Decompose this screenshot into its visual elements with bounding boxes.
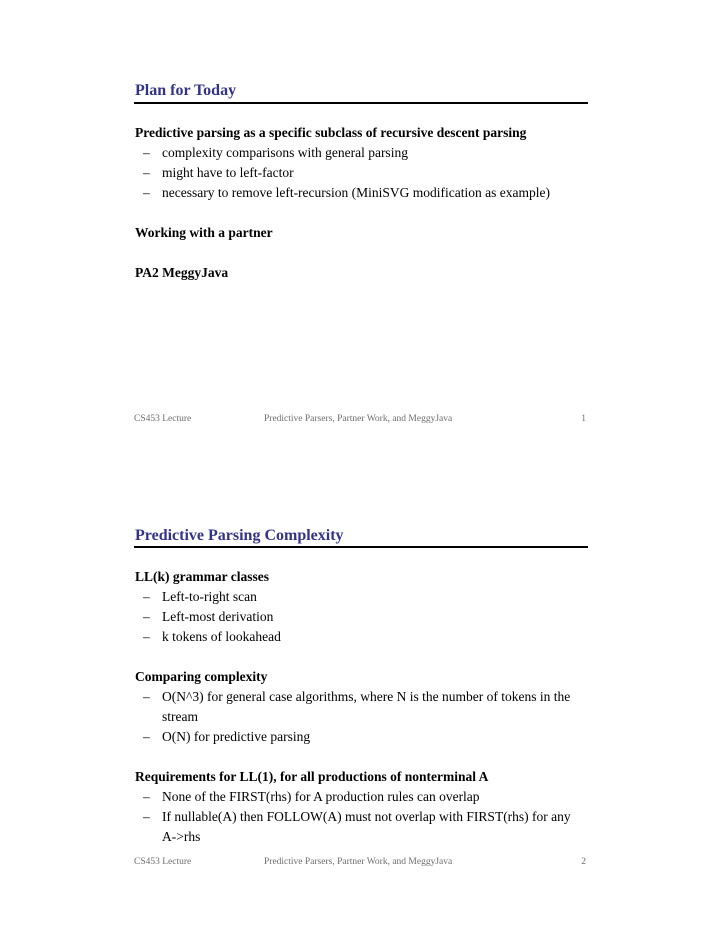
dash-bullet-icon: – [143, 185, 150, 200]
section-heading: PA2 MeggyJava [135, 265, 229, 280]
bullet-text: Left-to-right scan [162, 589, 257, 604]
bullet-item [135, 787, 585, 807]
footer-page-number: 1 [581, 414, 586, 424]
bullet-text: O(N^3) for general case algorithms, where N is the number of tokens in the stream [162, 689, 571, 724]
slide-2 [0, 442, 720, 908]
bullet-item [135, 587, 585, 607]
section-heading: Comparing complexity [135, 669, 268, 684]
dash-bullet-icon: – [143, 165, 150, 180]
section-heading: Working with a partner [135, 225, 273, 240]
dash-bullet-icon: – [143, 729, 150, 744]
bullet-item [135, 807, 585, 847]
bullet-text: might have to left-factor [162, 165, 294, 180]
bullet-text: necessary to remove left-recursion (MiniSVG modification as example) [162, 185, 550, 200]
dash-bullet-icon: – [143, 689, 150, 704]
dash-bullet-icon: – [143, 589, 150, 604]
bullet-item [135, 627, 585, 647]
title-divider [134, 546, 588, 548]
bullet-text: k tokens of lookahead [162, 629, 281, 644]
section-heading: Predictive parsing as a specific subclass of recursive descent parsing [135, 125, 527, 140]
bullet-item [135, 687, 585, 727]
footer-title: Predictive Parsers, Partner Work, and MeggyJava [264, 857, 453, 867]
slide-title: Predictive Parsing Complexity [135, 527, 344, 544]
dash-bullet-icon: – [143, 145, 150, 160]
bullet-text: Left-most derivation [162, 609, 274, 624]
dash-bullet-icon: – [143, 629, 150, 644]
bullet-text: O(N) for predictive parsing [162, 729, 311, 744]
bullet-item [135, 727, 585, 747]
bullet-item [135, 607, 585, 627]
bullet-item [135, 163, 585, 183]
slide-content [135, 123, 585, 283]
bullet-text: If nullable(A) then FOLLOW(A) must not overlap with FIRST(rhs) for any A->rhs [162, 809, 571, 844]
title-divider [134, 102, 588, 104]
slide-content [135, 567, 585, 847]
section-heading: Requirements for LL(1), for all productions of nonterminal A [135, 769, 489, 784]
footer-page-number: 2 [581, 857, 586, 867]
slide-title: Plan for Today [135, 82, 237, 99]
section-heading: LL(k) grammar classes [135, 569, 269, 584]
footer-title: Predictive Parsers, Partner Work, and MeggyJava [264, 414, 453, 424]
footer-course: CS453 Lecture [134, 857, 192, 867]
bullet-text: complexity comparisons with general parsing [162, 145, 408, 160]
bullet-text: None of the FIRST(rhs) for A production rules can overlap [162, 789, 480, 804]
dash-bullet-icon: – [143, 789, 150, 804]
dash-bullet-icon: – [143, 609, 150, 624]
bullet-item [135, 143, 585, 163]
footer-course: CS453 Lecture [134, 414, 192, 424]
bullet-item [135, 183, 585, 203]
dash-bullet-icon: – [143, 809, 150, 824]
